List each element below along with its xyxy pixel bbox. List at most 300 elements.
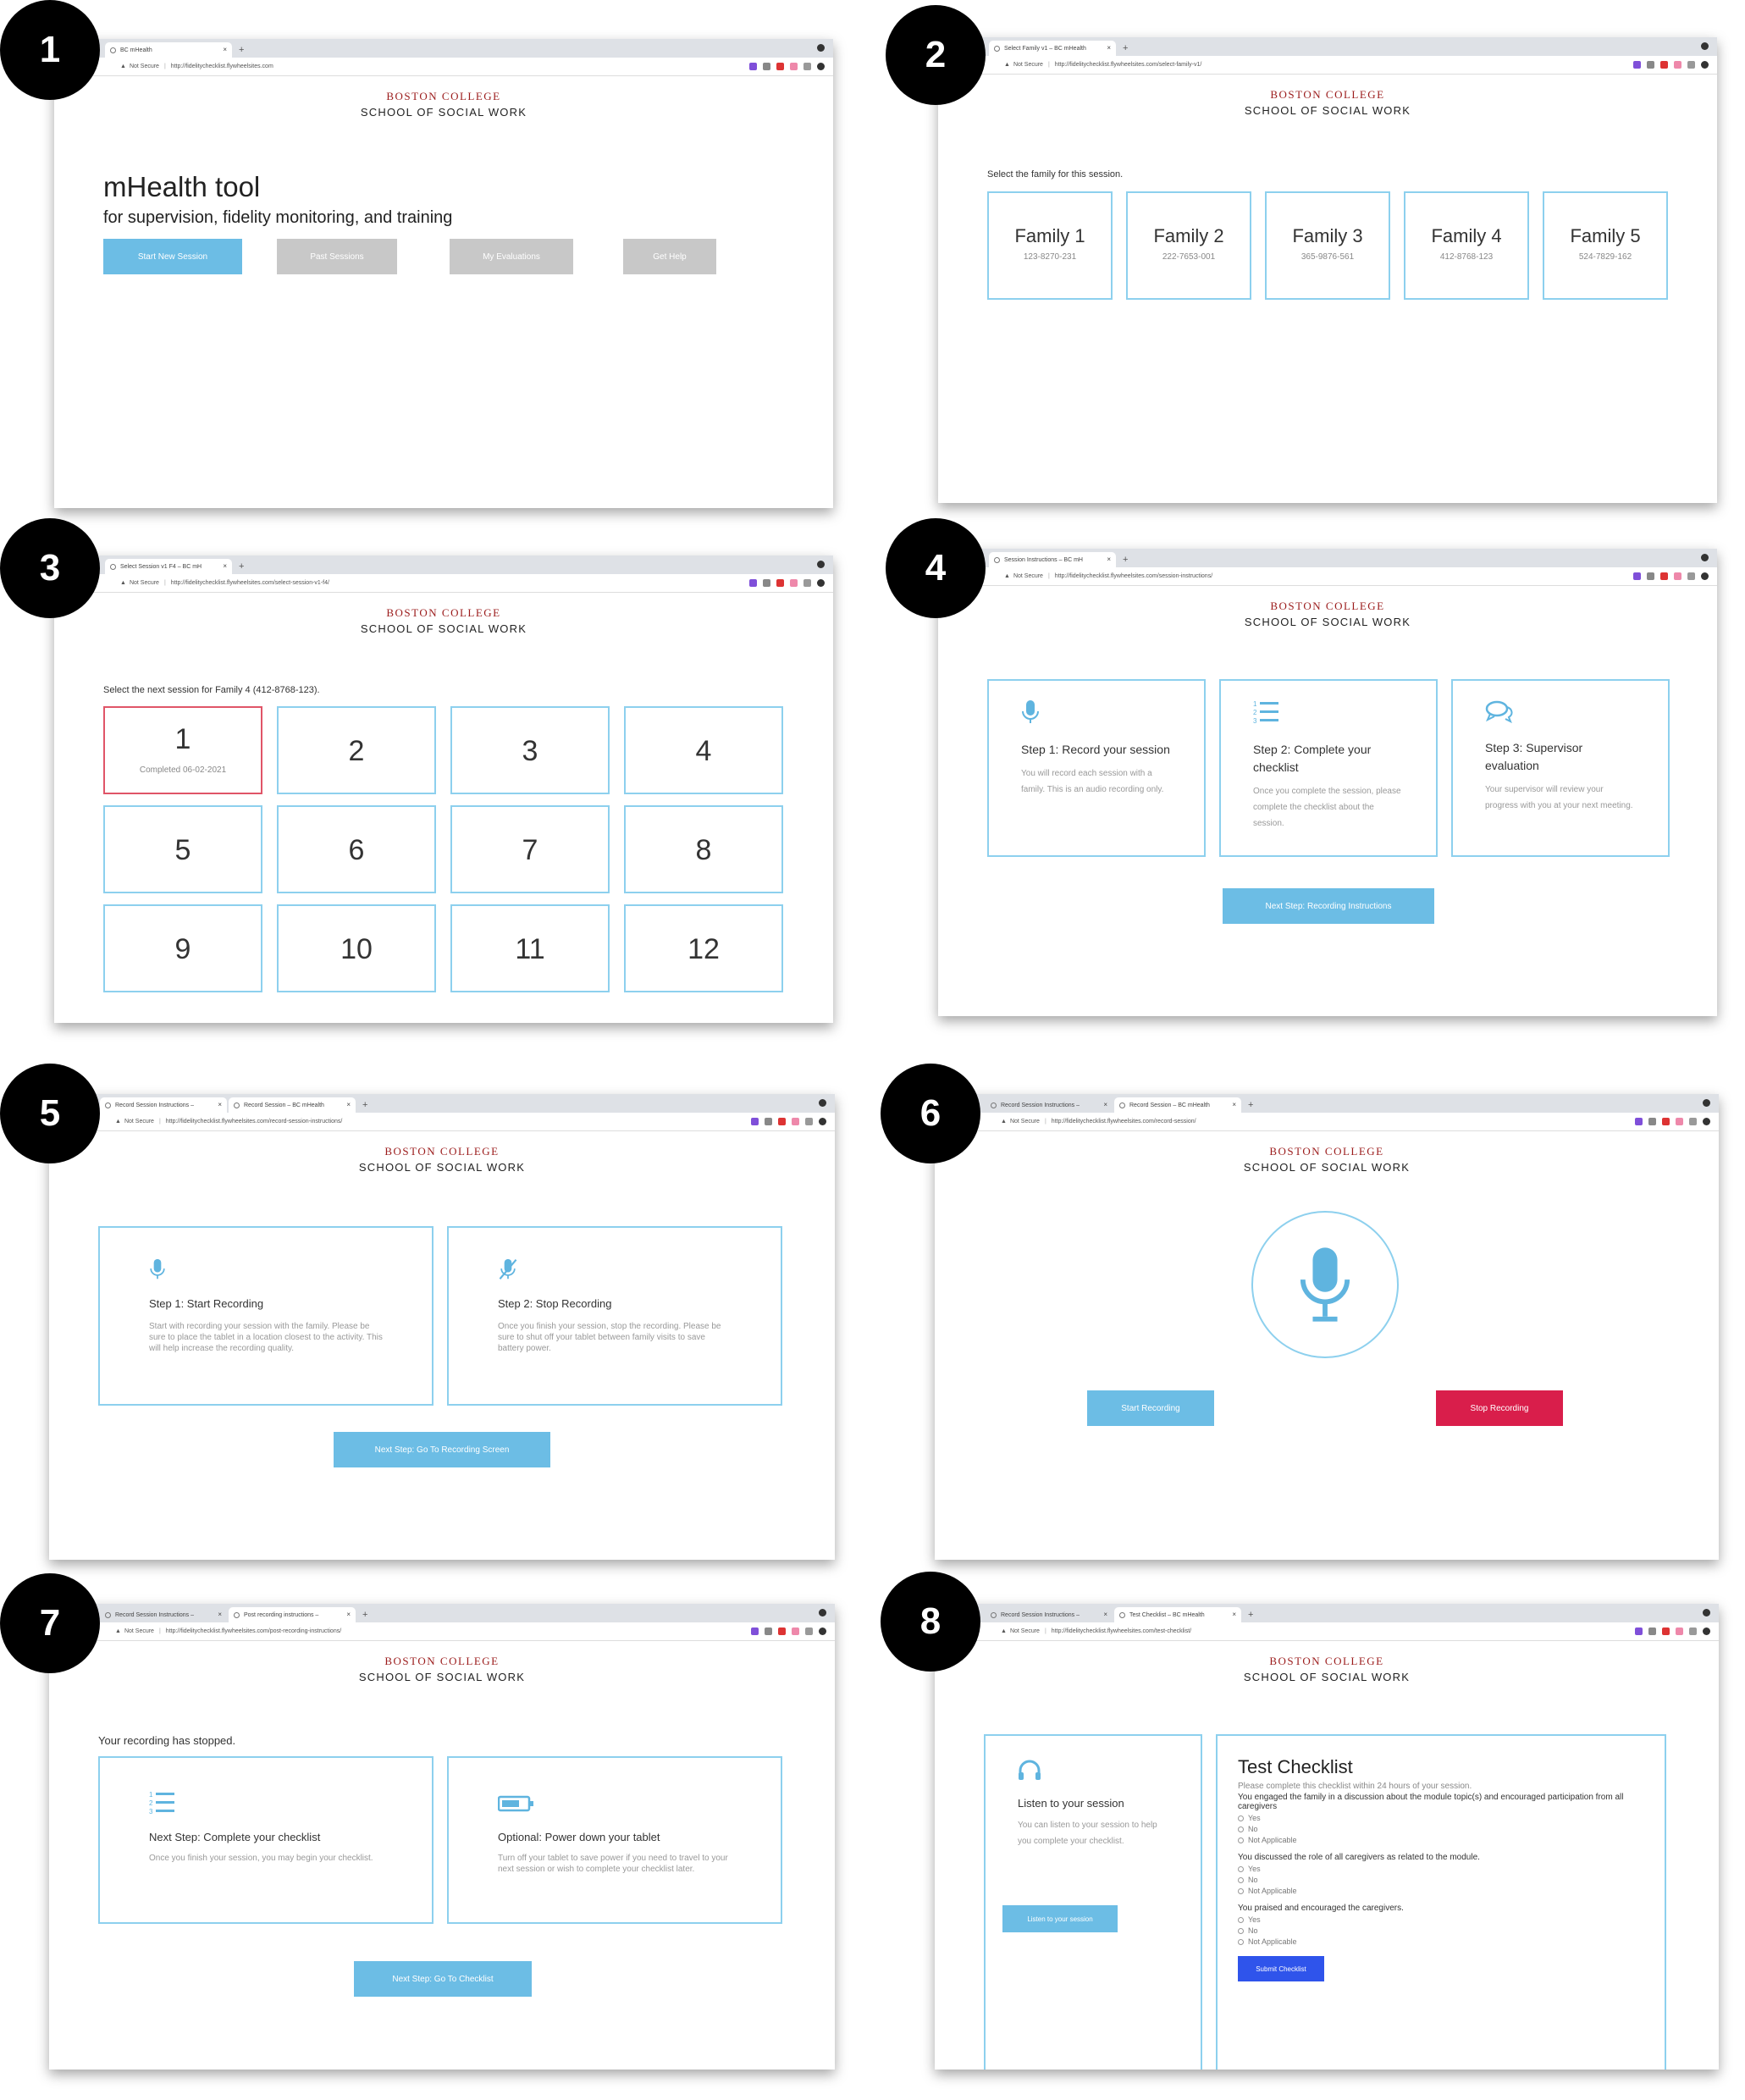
figure-label-3: 3 — [0, 518, 100, 618]
url-text[interactable]: http://fidelitychecklist.flywheelsites.com/session-instructions/ — [1054, 573, 1213, 579]
tab-title: Record Session – BC mHealth — [1129, 1102, 1210, 1108]
figure-label-7: 7 — [0, 1573, 100, 1673]
site-header — [54, 76, 833, 119]
tab-title: Record Session – BC mHealth — [244, 1102, 324, 1108]
school-name: SCHOOL OF SOCIAL WORK — [360, 622, 527, 635]
globe-icon — [991, 1612, 997, 1618]
family-card[interactable] — [1265, 191, 1390, 300]
close-icon[interactable]: × — [1232, 1101, 1236, 1108]
close-icon[interactable]: × — [223, 562, 227, 570]
extensions — [749, 63, 825, 70]
url-text[interactable]: http://fidelitychecklist.flywheelsites.com/record-session/ — [1051, 1119, 1196, 1125]
radio-circle-icon — [1238, 1877, 1244, 1883]
tab-title: Record Session Instructions – — [1001, 1102, 1080, 1108]
college-name: BOSTON COLLEGE — [1270, 88, 1385, 101]
session-card-completed[interactable] — [103, 706, 262, 794]
school-name: SCHOOL OF SOCIAL WORK — [358, 1671, 526, 1683]
step-title: Step 2: Complete your checklist — [1253, 743, 1372, 774]
address-bar[interactable] — [49, 1113, 835, 1131]
url-separator: | — [158, 1628, 161, 1634]
completed-date: Completed 06-02-2021 — [139, 765, 227, 775]
browser-tab[interactable] — [1114, 1607, 1241, 1622]
step-title: Next Step: Complete your checklist — [149, 1831, 321, 1843]
step-text: You will record each session with a family. This is an audio recording only. — [1021, 769, 1164, 794]
session-card[interactable] — [103, 805, 262, 893]
svg-text:2: 2 — [1253, 709, 1257, 716]
url-separator: | — [1044, 1119, 1046, 1125]
checklist-title: Test Checklist — [1238, 1756, 1353, 1777]
session-number: 9 — [174, 933, 191, 965]
college-name: BOSTON COLLEGE — [384, 1655, 500, 1667]
profile-icon[interactable] — [1703, 1099, 1710, 1107]
extension-icon[interactable] — [1660, 61, 1668, 69]
globe-icon — [234, 1102, 240, 1108]
college-name: BOSTON COLLEGE — [386, 90, 501, 102]
url-text[interactable]: http://fidelitychecklist.flywheelsites.com/test-checklist/ — [1051, 1628, 1192, 1634]
site-header — [49, 1641, 835, 1683]
not-secure-label: Not Secure — [129, 580, 159, 586]
page-title: mHealth tool — [103, 171, 261, 202]
new-tab-icon[interactable]: + — [1123, 43, 1129, 53]
avatar[interactable] — [817, 579, 825, 587]
family-id: 524-7829-162 — [1578, 252, 1632, 262]
not-secure-label: Not Secure — [124, 1119, 154, 1125]
extensions — [1633, 61, 1709, 69]
figure-label-8: 8 — [881, 1572, 980, 1672]
warning-icon: ▲ — [1001, 1119, 1007, 1125]
panel-8 — [935, 1604, 1719, 2070]
extensions — [749, 579, 825, 587]
avatar[interactable] — [1703, 1118, 1710, 1125]
site-header — [938, 75, 1717, 117]
svg-text:3: 3 — [1253, 717, 1257, 725]
profile-icon[interactable] — [817, 44, 825, 52]
school-name: SCHOOL OF SOCIAL WORK — [358, 1161, 526, 1174]
profile-icon[interactable] — [819, 1099, 826, 1107]
stop-recording-button[interactable]: Stop Recording — [1436, 1390, 1563, 1426]
url-text[interactable]: http://fidelitychecklist.flywheelsites.com — [170, 64, 273, 69]
session-card[interactable] — [450, 706, 610, 794]
step-card — [447, 1226, 782, 1406]
figure-label-2: 2 — [886, 5, 986, 105]
browser-tab[interactable] — [100, 1097, 227, 1113]
extension-icon[interactable] — [1648, 1628, 1656, 1635]
tab-bar — [54, 555, 833, 574]
site-header — [54, 593, 833, 635]
browser-tab[interactable] — [229, 1607, 356, 1622]
site-header — [49, 1131, 835, 1174]
close-icon[interactable]: × — [1103, 1611, 1107, 1618]
step-title: Optional: Power down your tablet — [498, 1831, 660, 1843]
microphone-off-icon — [498, 1258, 518, 1280]
session-number: 12 — [688, 933, 720, 965]
step-title: Step 1: Start Recording — [149, 1297, 264, 1310]
address-bar[interactable] — [54, 58, 833, 76]
extension-icon[interactable] — [776, 579, 784, 587]
new-tab-icon[interactable]: + — [1248, 1610, 1254, 1620]
panel-2 — [938, 37, 1717, 503]
tab-title: Record Session Instructions – — [1001, 1611, 1080, 1618]
url-text[interactable]: http://fidelitychecklist.flywheelsites.com/post-recording-instructions/ — [165, 1628, 342, 1634]
radio-circle-icon — [1238, 1917, 1244, 1923]
browser-tab[interactable] — [229, 1097, 356, 1113]
svg-text:1: 1 — [149, 1791, 153, 1799]
extension-icon[interactable] — [1647, 61, 1654, 69]
extension-icon[interactable] — [1687, 572, 1695, 580]
profile-icon[interactable] — [819, 1609, 826, 1616]
globe-icon — [991, 1102, 997, 1108]
family-card[interactable] — [1404, 191, 1529, 300]
radio-label: Yes — [1248, 1865, 1261, 1873]
close-icon[interactable]: × — [218, 1611, 222, 1618]
chat-bubbles-icon — [1485, 699, 1514, 723]
extension-icon[interactable] — [1662, 1628, 1670, 1635]
url-separator: | — [163, 580, 166, 586]
extension-icon[interactable] — [776, 63, 784, 70]
record-microphone[interactable] — [1251, 1211, 1399, 1358]
session-number: 11 — [515, 933, 545, 965]
radio-not-applicable[interactable] — [1238, 1836, 1644, 1844]
radio-label: No — [1248, 1825, 1258, 1833]
radio-no[interactable] — [1238, 1926, 1644, 1935]
new-tab-icon[interactable]: + — [362, 1610, 368, 1620]
extension-icon[interactable] — [1647, 572, 1654, 580]
radio-no[interactable] — [1238, 1876, 1644, 1884]
warning-icon: ▲ — [1001, 1628, 1007, 1634]
profile-icon[interactable] — [1701, 554, 1709, 561]
extension-icon[interactable] — [778, 1628, 786, 1635]
college-name: BOSTON COLLEGE — [386, 606, 501, 619]
session-number: 6 — [348, 834, 365, 866]
session-card[interactable] — [624, 904, 783, 992]
not-secure-label: Not Secure — [1009, 1628, 1040, 1634]
extension-icon[interactable] — [803, 63, 811, 70]
close-icon[interactable]: × — [1107, 44, 1111, 52]
warning-icon: ▲ — [115, 1628, 121, 1634]
radio-yes[interactable] — [1238, 1915, 1644, 1924]
page-subtitle: for supervision, fidelity monitoring, and training — [103, 208, 453, 227]
step-text: Turn off your tablet to save power if you need to travel to your next session or wish to complete your checklist later. — [498, 1854, 728, 1874]
new-tab-icon[interactable]: + — [239, 561, 245, 572]
session-number: 1 — [174, 723, 191, 755]
radio-circle-icon — [1238, 1838, 1244, 1843]
radio-not-applicable[interactable] — [1238, 1887, 1644, 1895]
extension-icon[interactable] — [763, 63, 770, 70]
step-text: Once you finish your session, stop the recording. Please be sure to shut off your tablet between family visits to save battery power. — [498, 1322, 721, 1353]
extension-icon[interactable] — [778, 1118, 786, 1125]
extension-icon[interactable] — [805, 1118, 813, 1125]
extension-icon[interactable] — [749, 63, 757, 70]
radio-yes[interactable] — [1238, 1865, 1644, 1873]
warning-icon: ▲ — [1004, 62, 1010, 68]
url-separator: | — [1047, 573, 1050, 579]
question-text: You discussed the role of all caregivers as related to the module. — [1238, 1853, 1480, 1862]
not-secure-label: Not Secure — [124, 1628, 154, 1634]
college-name: BOSTON COLLEGE — [1269, 1145, 1384, 1158]
step-title: Step 1: Record your session — [1021, 743, 1170, 756]
svg-text:1: 1 — [1253, 700, 1257, 708]
step-card — [98, 1756, 433, 1924]
session-card[interactable] — [450, 805, 610, 893]
tab-title: BC mHealth — [120, 47, 152, 53]
step-card — [1219, 679, 1438, 857]
globe-icon — [105, 1102, 111, 1108]
url-separator: | — [1047, 62, 1050, 68]
url-text[interactable]: http://fidelitychecklist.flywheelsites.com/record-session-instructions/ — [165, 1119, 343, 1125]
extension-icon[interactable] — [1689, 1628, 1697, 1635]
not-secure-label: Not Secure — [1009, 1119, 1040, 1125]
extensions — [1635, 1628, 1710, 1635]
step-title: Step 3: Supervisor evaluation — [1485, 741, 1583, 772]
close-icon[interactable]: × — [1232, 1611, 1236, 1618]
svg-text:2: 2 — [149, 1799, 153, 1807]
step-text: Your supervisor will review your progress with you at your next meeting. — [1485, 785, 1633, 810]
my-evaluations-button[interactable]: My Evaluations — [450, 239, 573, 274]
tab-bar — [54, 39, 833, 58]
not-secure-label: Not Secure — [1013, 62, 1043, 68]
tab-title: Record Session Instructions – — [115, 1102, 194, 1108]
profile-icon[interactable] — [817, 561, 825, 568]
globe-icon — [1119, 1612, 1125, 1618]
avatar[interactable] — [817, 63, 825, 70]
warning-icon: ▲ — [1004, 573, 1010, 579]
step-text: Once you finish your session, you may begin your checklist. — [149, 1854, 373, 1863]
panel-5 — [49, 1094, 835, 1560]
radio-circle-icon — [1238, 1939, 1244, 1945]
tab-title: Select Family v1 – BC mHealth — [1004, 45, 1086, 52]
get-help-button[interactable]: Get Help — [623, 239, 716, 274]
submit-checklist-button[interactable]: Submit Checklist — [1238, 1956, 1324, 1981]
browser-tab[interactable] — [1114, 1097, 1241, 1113]
radio-circle-icon — [1238, 1815, 1244, 1821]
panel-3 — [54, 555, 833, 1023]
headphones-icon — [1018, 1760, 1041, 1782]
globe-icon — [110, 47, 116, 53]
extension-icon[interactable] — [1635, 1628, 1643, 1635]
session-card[interactable] — [277, 706, 436, 794]
family-name: Family 2 — [1153, 225, 1224, 246]
url-separator: | — [158, 1119, 161, 1125]
browser-tab[interactable] — [989, 552, 1116, 567]
close-icon[interactable]: × — [1107, 555, 1111, 563]
panel-6 — [935, 1094, 1719, 1560]
extension-icon[interactable] — [803, 579, 811, 587]
close-icon[interactable]: × — [218, 1101, 222, 1108]
radio-label: No — [1248, 1876, 1258, 1884]
start-recording-button[interactable]: Start Recording — [1087, 1390, 1214, 1426]
browser-tab[interactable] — [105, 42, 232, 58]
step-text: Start with recording your session with the family. Please be sure to place the tablet in a location closest to the activity. This will help increase the recording quality. — [149, 1322, 383, 1353]
figure-label-4: 4 — [886, 518, 986, 618]
session-number: 5 — [174, 834, 191, 866]
figure-label-5: 5 — [0, 1064, 100, 1163]
radio-label: No — [1248, 1926, 1258, 1935]
close-icon[interactable]: × — [346, 1101, 351, 1108]
extension-icon[interactable] — [1687, 61, 1695, 69]
extension-icon[interactable] — [751, 1628, 759, 1635]
session-prompt: Select the next session for Family 4 (412-8768-123). — [103, 685, 320, 695]
question-text: You engaged the family in a discussion about the module topic(s) and encouraged participation from all caregivers — [1238, 1793, 1624, 1811]
extension-icon[interactable] — [765, 1628, 772, 1635]
extension-icon[interactable] — [1676, 1628, 1683, 1635]
address-bar[interactable] — [938, 56, 1717, 75]
session-number: 8 — [695, 834, 712, 866]
listen-text: You can listen to your session to help you complete your checklist. — [1018, 1821, 1157, 1846]
address-bar[interactable] — [938, 567, 1717, 586]
next-step-button[interactable]: Next Step: Recording Instructions — [1223, 888, 1434, 924]
extension-icon[interactable] — [765, 1118, 772, 1125]
panel-1 — [54, 39, 833, 508]
close-icon[interactable]: × — [346, 1611, 351, 1618]
close-icon[interactable]: × — [223, 46, 227, 53]
listen-session-button[interactable]: Listen to your session — [1002, 1905, 1118, 1932]
listen-title: Listen to your session — [1018, 1797, 1124, 1810]
warning-icon: ▲ — [115, 1119, 121, 1125]
next-step-button[interactable]: Next Step: Go To Recording Screen — [334, 1432, 550, 1467]
extension-icon[interactable] — [1676, 1118, 1683, 1125]
new-tab-icon[interactable]: + — [362, 1100, 368, 1110]
browser-tab[interactable] — [986, 1097, 1113, 1113]
browser-tab[interactable] — [989, 41, 1116, 56]
globe-icon — [105, 1612, 111, 1618]
family-card[interactable] — [1543, 191, 1668, 300]
family-id: 123-8270-231 — [1023, 252, 1077, 262]
extension-icon[interactable] — [792, 1628, 799, 1635]
extension-icon[interactable] — [805, 1628, 813, 1635]
step-text: Once you complete the session, please complete the checklist about the session. — [1253, 787, 1401, 828]
extension-icon[interactable] — [1635, 1118, 1643, 1125]
checklist-card — [1216, 1734, 1666, 2070]
address-bar[interactable] — [935, 1622, 1719, 1641]
extension-icon[interactable] — [763, 579, 770, 587]
radio-circle-icon — [1238, 1888, 1244, 1894]
microphone-icon — [149, 1258, 166, 1280]
extension-icon[interactable] — [1648, 1118, 1656, 1125]
panel-7 — [49, 1604, 835, 2070]
tab-bar — [938, 549, 1717, 567]
address-bar[interactable] — [935, 1113, 1719, 1131]
start-new-session-button[interactable]: Start New Session — [103, 239, 242, 274]
school-name: SCHOOL OF SOCIAL WORK — [1243, 1671, 1411, 1683]
session-card[interactable] — [624, 706, 783, 794]
figure-label-6: 6 — [881, 1064, 980, 1163]
next-step-button[interactable]: Next Step: Go To Checklist — [354, 1961, 532, 1997]
extension-icon[interactable] — [1633, 572, 1641, 580]
new-tab-icon[interactable]: + — [239, 45, 245, 55]
close-icon[interactable]: × — [1103, 1101, 1107, 1108]
extension-icon[interactable] — [1674, 61, 1681, 69]
browser-tab[interactable] — [100, 1607, 227, 1622]
tab-title: Test Checklist – BC mHealth — [1129, 1611, 1205, 1618]
extensions — [1635, 1118, 1710, 1125]
session-number: 7 — [522, 834, 538, 866]
session-number: 2 — [348, 735, 365, 767]
extension-icon[interactable] — [790, 63, 798, 70]
session-number: 3 — [522, 735, 538, 767]
school-name: SCHOOL OF SOCIAL WORK — [1244, 104, 1411, 117]
extensions — [751, 1628, 826, 1635]
extension-icon[interactable] — [1660, 572, 1668, 580]
past-sessions-button[interactable]: Past Sessions — [277, 239, 397, 274]
tab-bar — [938, 37, 1717, 56]
extension-icon[interactable] — [1674, 572, 1681, 580]
session-card[interactable] — [450, 904, 610, 992]
radio-label: Not Applicable — [1248, 1836, 1297, 1844]
profile-icon[interactable] — [1701, 42, 1709, 50]
extension-icon[interactable] — [749, 579, 757, 587]
avatar[interactable] — [819, 1628, 826, 1635]
panel-4 — [938, 549, 1717, 1016]
family-card[interactable] — [987, 191, 1113, 300]
radio-not-applicable[interactable] — [1238, 1937, 1644, 1946]
tab-bar — [49, 1094, 835, 1113]
step-card — [987, 679, 1206, 857]
avatar[interactable] — [1701, 572, 1709, 580]
microphone-icon — [1298, 1244, 1352, 1325]
school-name: SCHOOL OF SOCIAL WORK — [360, 106, 527, 119]
question-text: You praised and encouraged the caregivers. — [1238, 1904, 1404, 1913]
session-number: 4 — [695, 735, 712, 767]
avatar[interactable] — [1703, 1628, 1710, 1635]
new-tab-icon[interactable]: + — [1248, 1100, 1254, 1110]
new-tab-icon[interactable]: + — [1123, 555, 1129, 565]
family-id: 365-9876-561 — [1300, 252, 1355, 262]
family-card[interactable] — [1126, 191, 1251, 300]
globe-icon — [994, 46, 1000, 52]
listen-card — [984, 1734, 1202, 2070]
extension-icon[interactable] — [792, 1118, 799, 1125]
svg-text:3: 3 — [149, 1808, 153, 1815]
school-name: SCHOOL OF SOCIAL WORK — [1243, 1161, 1411, 1174]
radio-label: Not Applicable — [1248, 1937, 1297, 1946]
numbered-list-icon — [1253, 699, 1280, 725]
figure-label-1: 1 — [0, 0, 100, 100]
url-text[interactable]: http://fidelitychecklist.flywheelsites.com/select-family-v1/ — [1054, 62, 1202, 68]
browser-tab[interactable] — [986, 1607, 1113, 1622]
session-number: 10 — [340, 933, 373, 965]
session-card[interactable] — [277, 805, 436, 893]
avatar[interactable] — [1701, 61, 1709, 69]
avatar[interactable] — [819, 1118, 826, 1125]
radio-yes[interactable] — [1238, 1814, 1644, 1822]
family-name: Family 3 — [1292, 225, 1363, 246]
session-card[interactable] — [277, 904, 436, 992]
tab-title: Session Instructions – BC mH — [1004, 556, 1083, 563]
session-card[interactable] — [624, 805, 783, 893]
address-bar[interactable] — [49, 1622, 835, 1641]
radio-no[interactable] — [1238, 1825, 1644, 1833]
battery-icon — [498, 1790, 535, 1815]
not-secure-label: Not Secure — [129, 64, 159, 69]
extension-icon[interactable] — [1633, 61, 1641, 69]
tab-bar — [49, 1604, 835, 1622]
extension-icon[interactable] — [1689, 1118, 1697, 1125]
session-card[interactable] — [103, 904, 262, 992]
profile-icon[interactable] — [1703, 1609, 1710, 1616]
family-name: Family 4 — [1431, 225, 1502, 246]
url-separator: | — [1044, 1628, 1046, 1634]
microphone-icon — [1021, 699, 1040, 725]
radio-circle-icon — [1238, 1826, 1244, 1832]
radio-label: Not Applicable — [1248, 1887, 1297, 1895]
browser-tab[interactable] — [105, 559, 232, 574]
extension-icon[interactable] — [790, 579, 798, 587]
extension-icon[interactable] — [1662, 1118, 1670, 1125]
extension-icon[interactable] — [751, 1118, 759, 1125]
url-text[interactable]: http://fidelitychecklist.flywheelsites.com/select-session-v1-f4/ — [170, 580, 329, 586]
radio-circle-icon — [1238, 1866, 1244, 1872]
address-bar[interactable] — [54, 574, 833, 593]
